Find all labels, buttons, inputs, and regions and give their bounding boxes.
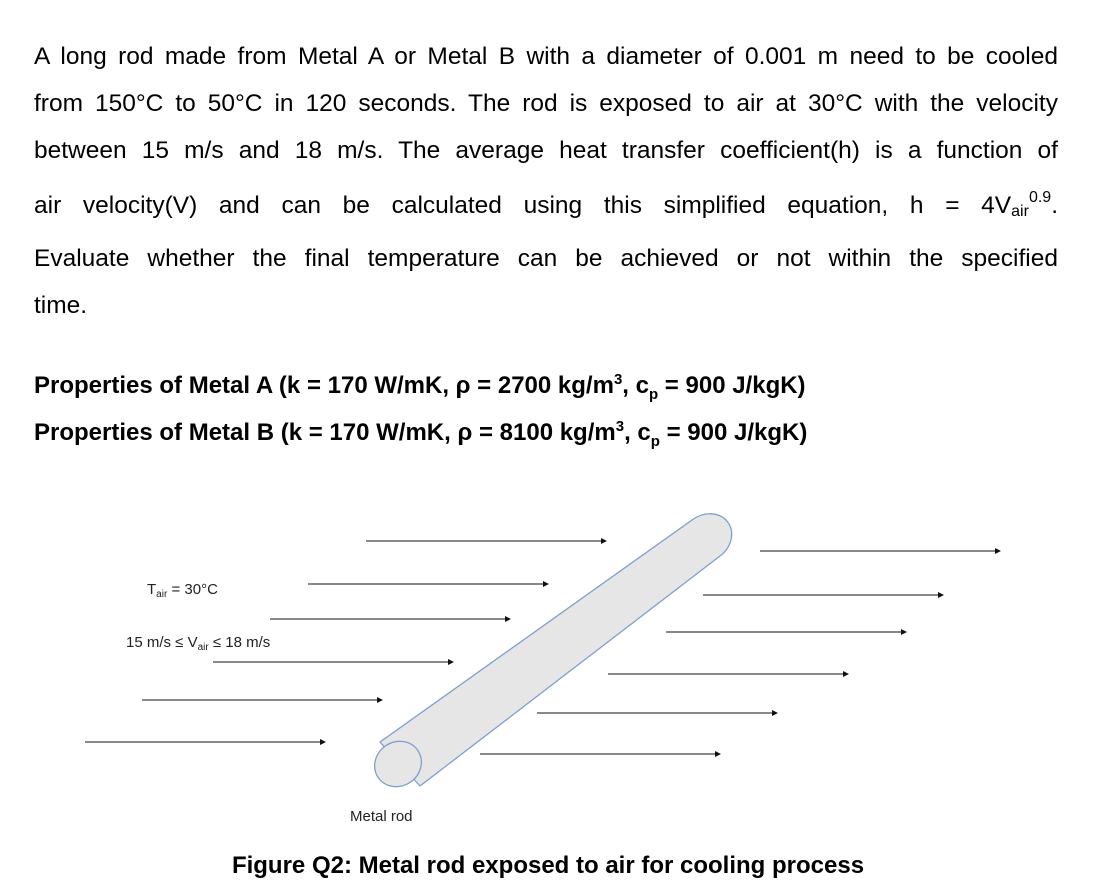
metal-a-text: Properties of Metal A (k = 170 W/mK, ρ = 2700 kg/m (34, 372, 614, 399)
air-temperature-label: $T_{air} = 30^\circ C$ (147, 581, 218, 600)
metal-a-cp-value: = 900 J/kgK) (658, 372, 806, 399)
problem-line-2: from 150°C to 50°C in 120 seconds. The rod is exposed to air at 30°C with the velocity (34, 90, 1058, 117)
air-velocity-label: 15 $m/s \le V_{air} \le 18$ m/s (126, 634, 271, 653)
figure-caption (0, 852, 1096, 880)
problem-line-5: Evaluate whether the final temperature can be achieved or not within the specified (34, 245, 1058, 272)
equation-period: . (1051, 192, 1058, 219)
problem-line-1: A long rod made from Metal A or Metal B with a diameter of 0.001 m need to be cooled (34, 43, 1058, 70)
metal-b-cp-subscript: p (650, 432, 660, 450)
metal-a-density-exponent: 3 (613, 371, 623, 388)
metal-b-density-exponent: 3 (615, 418, 625, 435)
figure-caption-text: Figure Q2: Metal rod exposed to air for cooling process (231, 852, 865, 879)
metal-b-text: Properties of Metal B (k = 170 W/mK, ρ = 8100 kg/m (34, 419, 616, 446)
rod-body (380, 514, 732, 786)
metal-a-cp-subscript: p (648, 385, 659, 403)
equation-subscript: air (1011, 203, 1029, 220)
rod-label: Metal rod (350, 808, 413, 825)
equation-text: air velocity(V) and can be calculated using this simplified equation, h = 4V (34, 192, 1012, 219)
metal-b-cp-symbol: , c (624, 419, 651, 446)
metal-b-cp-value: = 900 J/kgK) (659, 419, 808, 446)
problem-line-6: time. (34, 292, 88, 319)
equation-exponent: 0.9 (1028, 189, 1052, 206)
problem-line-3: between 15 m/s and 18 m/s. The average heat transfer coefficient(h) is a function of (34, 137, 1058, 164)
metal-a-cp-symbol: , c (622, 372, 649, 399)
metal-rod (366, 514, 732, 796)
